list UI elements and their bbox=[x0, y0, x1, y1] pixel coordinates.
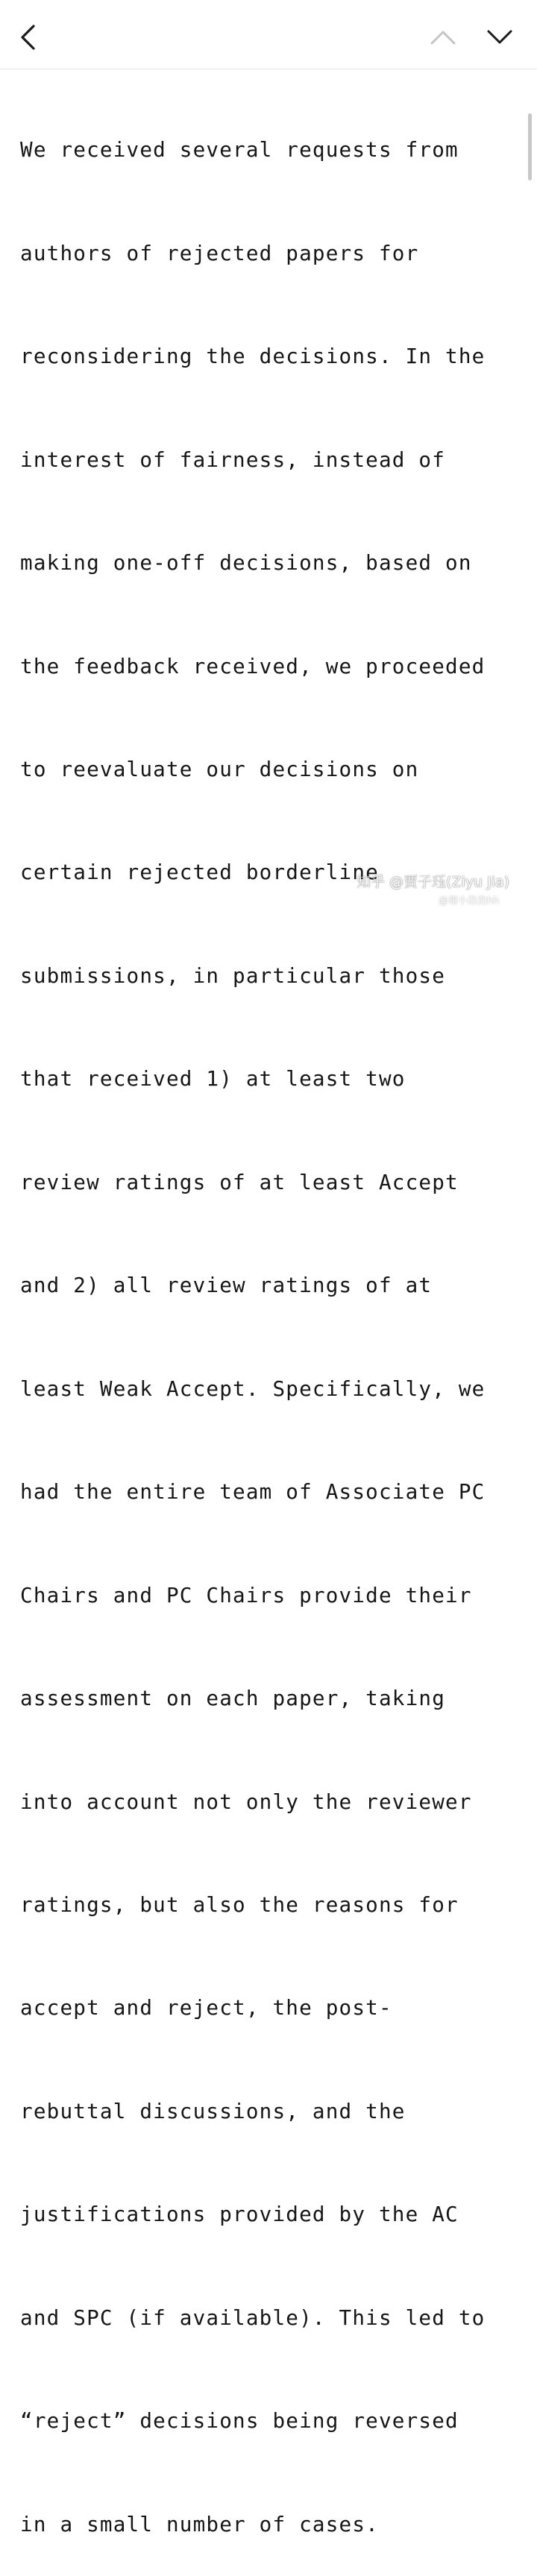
article-line: reconsidering the decisions. In the bbox=[20, 344, 486, 369]
article-line: least Weak Accept. Specifically, we bbox=[20, 1376, 486, 1401]
article-line: and SPC (if available). This led to bbox=[20, 2305, 486, 2330]
article-line: submissions, in particular those bbox=[20, 963, 446, 988]
article-line: had the entire team of Associate PC bbox=[20, 1479, 486, 1505]
vertical-scrollbar[interactable] bbox=[528, 113, 532, 180]
article-line: assessment on each paper, taking bbox=[20, 1686, 446, 1711]
article-line: in a small number of cases. bbox=[20, 2511, 379, 2536]
article-line: ratings, but also the reasons for bbox=[20, 1892, 459, 1918]
top-navigation-bar bbox=[0, 0, 537, 69]
article-text bbox=[20, 64, 521, 2576]
previous-button[interactable] bbox=[425, 19, 461, 55]
chevron-up-icon bbox=[430, 29, 456, 45]
next-button[interactable] bbox=[482, 19, 518, 55]
article-line: making one-off decisions, based on bbox=[20, 550, 472, 576]
article-line: the feedback received, we proceeded bbox=[20, 653, 486, 678]
watermark-text: 知乎 @贾子珏(Ziyu Jia) bbox=[357, 874, 510, 890]
back-button[interactable] bbox=[10, 19, 46, 55]
chevron-left-icon bbox=[19, 24, 38, 51]
article-line: “reject” decisions being reversed bbox=[20, 2408, 459, 2434]
article-line: accept and reject, the post- bbox=[20, 1995, 392, 2021]
chevron-down-icon bbox=[486, 29, 513, 45]
article-line: that received 1) at least two bbox=[20, 1066, 406, 1092]
article-line: into account not only the reviewer bbox=[20, 1789, 472, 1814]
article-line: certain rejected borderline bbox=[20, 860, 379, 885]
article-line: justifications provided by the AC bbox=[20, 2202, 459, 2227]
article-line: to reevaluate our decisions on bbox=[20, 757, 419, 782]
article-line: rebuttal discussions, and the bbox=[20, 2098, 406, 2123]
watermark-subtext: @谢小浩浩hh bbox=[439, 895, 500, 907]
article-line: We received several requests from bbox=[20, 137, 459, 163]
article-line: Chairs and PC Chairs provide their bbox=[20, 1582, 472, 1607]
article-line: interest of fairness, instead of bbox=[20, 447, 446, 472]
article-line: and 2) all review ratings of at bbox=[20, 1273, 433, 1298]
article-line: review ratings of at least Accept bbox=[20, 1169, 459, 1194]
article-line: authors of rejected papers for bbox=[20, 240, 419, 265]
